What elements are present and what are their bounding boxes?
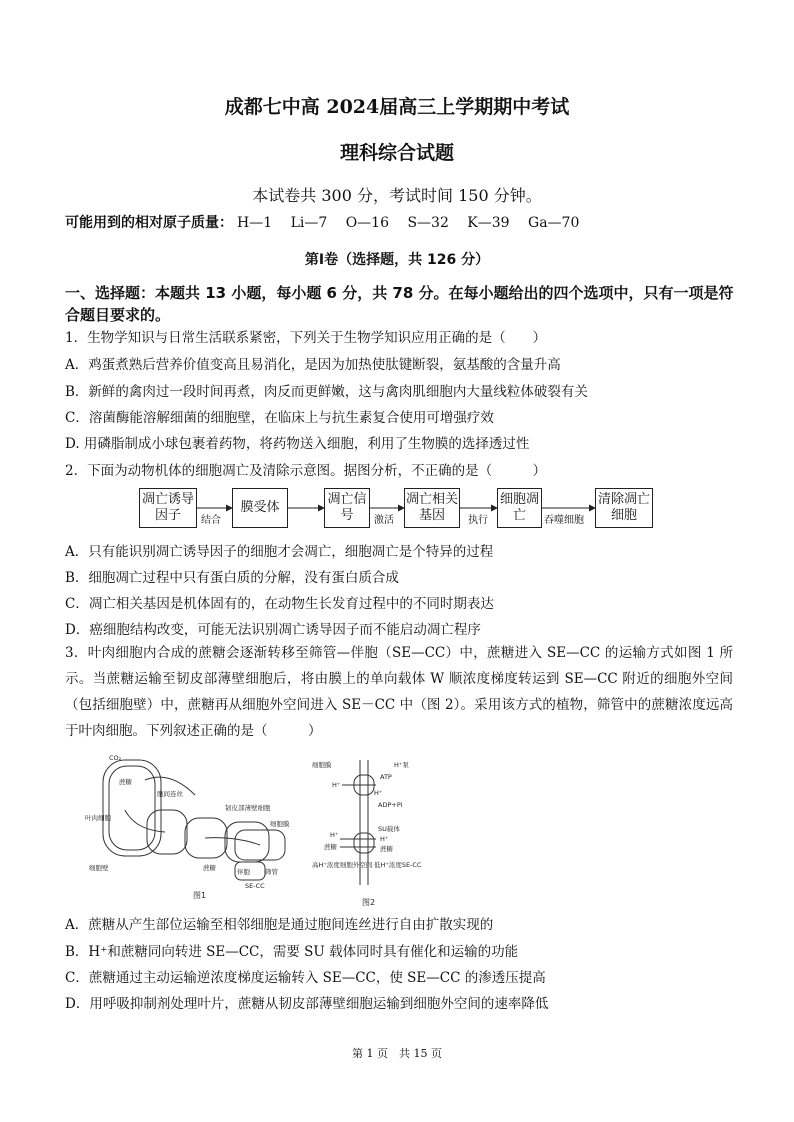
fig1-label-phloem-parenchyma: 韧皮部薄壁细胞: [225, 804, 271, 812]
q2-stem: 2．下面为动物机体的细胞凋亡及清除示意图。据图分析，不正确的是（ ）: [65, 463, 547, 479]
flow-box-signal: 凋亡信号: [324, 488, 370, 528]
q1-option-c: C．溶菌酶能溶解细菌的细胞壁，在临床上与抗生素复合使用可增强疗效: [65, 410, 494, 426]
flow-box-clearance: 清除凋亡细胞: [595, 488, 653, 528]
fig2-label-h1: H⁺: [332, 781, 341, 789]
page-footer: 第 1 页 共 15 页: [352, 1047, 442, 1060]
fig2-label-extracellular: 高H⁺浓度细胞外空间: [312, 861, 373, 869]
su-carrier: [354, 833, 374, 853]
fig2-label-h2: H⁺: [374, 789, 383, 797]
atomic-masses: [65, 212, 579, 232]
q1-stem: 1．生物学知识与日常生活联系紧密，下列关于生物学知识应用正确的是（ ）: [65, 330, 547, 346]
exam-title: 成都七中高 2024届高三上学期期中考试: [224, 96, 570, 118]
exam-intro: 本试卷共 300 分，考试时间 150 分钟。: [252, 186, 542, 205]
flow-box-apoptosis: 细胞凋亡: [497, 488, 542, 528]
fig2-label-su: SU载体: [378, 825, 400, 833]
q3-option-b: B．H⁺和蔗糖同向转进 SE—CC，需要 SU 载体同时具有催化和运输的功能: [65, 944, 519, 960]
fig2-label-sucrose-out: 蔗糖: [324, 843, 337, 851]
fig2-caption: 图2: [362, 898, 376, 907]
fig1-label-mesophyll: 叶肉细胞: [85, 814, 111, 822]
fig1-caption: 图1: [193, 891, 207, 900]
fig1-label-plasmodesma: 胞间连丝: [157, 790, 183, 798]
fig1-label-sieve-tube: 筛管: [265, 868, 278, 876]
fig2-label-sucrose-in: 蔗糖: [380, 845, 393, 853]
apoptosis-flow-diagram: [0, 484, 794, 534]
phloem-parenchyma-cell: [225, 822, 269, 862]
fig2-label-atp: ATP: [380, 773, 392, 781]
q3-option-c: C．蔗糖通过主动运输逆浓度梯度运输转入 SE—CC，使 SE—CC 的渗透压提高: [65, 970, 546, 986]
figure-1-sucrose-transport: [85, 750, 300, 900]
fig2-label-h4: H⁺: [380, 835, 389, 843]
flow-label-phagocyte: 吞噬细胞: [544, 515, 584, 526]
fig2-label-adp: ADP+Pi: [378, 801, 403, 809]
flow-box-receptor: 膜受体: [232, 488, 288, 528]
cell-2: [147, 810, 187, 854]
fig1-label-sucrose-1: 蔗糖: [119, 778, 132, 786]
volume-title: 第Ⅰ卷（选择题，共 126 分）: [304, 252, 490, 268]
exam-subject: 理科综合试题: [339, 142, 454, 164]
fig2-label-membrane: 细胞膜: [312, 761, 332, 769]
fig1-label-se-cc: SE-CC: [245, 882, 265, 890]
flow-arrows: [0, 484, 794, 534]
fig1-label-membrane: 细胞膜: [270, 820, 290, 828]
flow-label-activate: 激活: [374, 515, 394, 526]
q3-option-d: D．用呼吸抑制剂处理叶片，蔗糖从韧皮部薄壁细胞运输到细胞外空间的速率降低: [65, 996, 549, 1012]
flow-box-genes: 凋亡相关基因: [404, 488, 460, 528]
figure-2-sucrose-proton-cotransport: [310, 755, 470, 907]
q3-option-a: A．蔗糖从产生部位运输至相邻细胞是通过胞间连丝进行自由扩散实现的: [65, 917, 494, 933]
fig1-label-cell-wall: 细胞壁: [89, 864, 109, 872]
pathway-arrow-2: [125, 810, 165, 832]
q2-option-b: B．细胞凋亡过程中只有蛋白质的分解，没有蛋白质合成: [65, 570, 399, 586]
fig1-label-sucrose-2: 蔗糖: [203, 864, 216, 872]
fig1-label-co2: CO₂: [109, 754, 122, 762]
fig2-label-h3: H⁺: [330, 831, 339, 839]
fig2-label-pump: H⁺泵: [394, 761, 409, 769]
q2-option-d: D．癌细胞结构改变，可能无法识别凋亡诱导因子而不能启动凋亡程序: [65, 622, 481, 638]
section-heading: 一、选择题：本题共 13 小题，每小题 6 分，共 78 分。在每小题给出的四个选项中，只有一项是符合题目要求的。: [65, 284, 734, 324]
atomic-masses-label: 可能用到的相对原子质量：: [65, 215, 233, 231]
q3-stem: 3．叶肉细胞内合成的蔗糖会逐渐转移至筛管—伴胞（SE—CC）中，蔗糖进入 SE—CC 的运输方式如图 1 所示。当蔗糖运输至韧皮部薄壁细胞后，将由膜上的单向载体 W 顺浓度梯度转运到 SE—CC 附近的细胞外空间（包括细胞壁）中，蔗糖再从细胞外空间进入 SE－CC 中（图 2）。采用该方式的植物，筛管中的蔗糖浓度远高于叶肉细胞。下列叙述正确的是（ ）: [65, 645, 733, 739]
fig2-label-se-cc: 低H⁺浓度SE-CC: [374, 861, 422, 869]
flow-label-execute: 执行: [468, 515, 488, 526]
atomic-masses-values: H—1 Li—7 O—16 S—32 K—39 Ga—70: [237, 215, 580, 231]
q1-option-d: D. 用磷脂制成小球包裹着药物，将药物送入细胞，利用了生物膜的选择透过性: [65, 436, 530, 452]
fig1-label-companion: 伴胞: [237, 868, 250, 876]
pathway-arrow-3: [205, 838, 260, 845]
q2-option-c: C．凋亡相关基因是机体固有的，在动物生长发育过程中的不同时期表达: [65, 596, 494, 612]
q1-option-b: B．新鲜的禽肉过一段时间再煮，肉反而更鲜嫩，这与禽肉肌细胞内大量线粒体破裂有关: [65, 384, 588, 400]
q1-option-a: A．鸡蛋煮熟后营养价值变高且易消化，是因为加热使肽键断裂，氨基酸的含量升高: [65, 357, 561, 373]
flow-box-inducer: 凋亡诱导因子: [139, 488, 197, 528]
q2-option-a: A．只有能识别凋亡诱导因子的细胞才会凋亡，细胞凋亡是个特异的过程: [65, 544, 494, 560]
flow-label-bind: 结合: [201, 515, 221, 526]
